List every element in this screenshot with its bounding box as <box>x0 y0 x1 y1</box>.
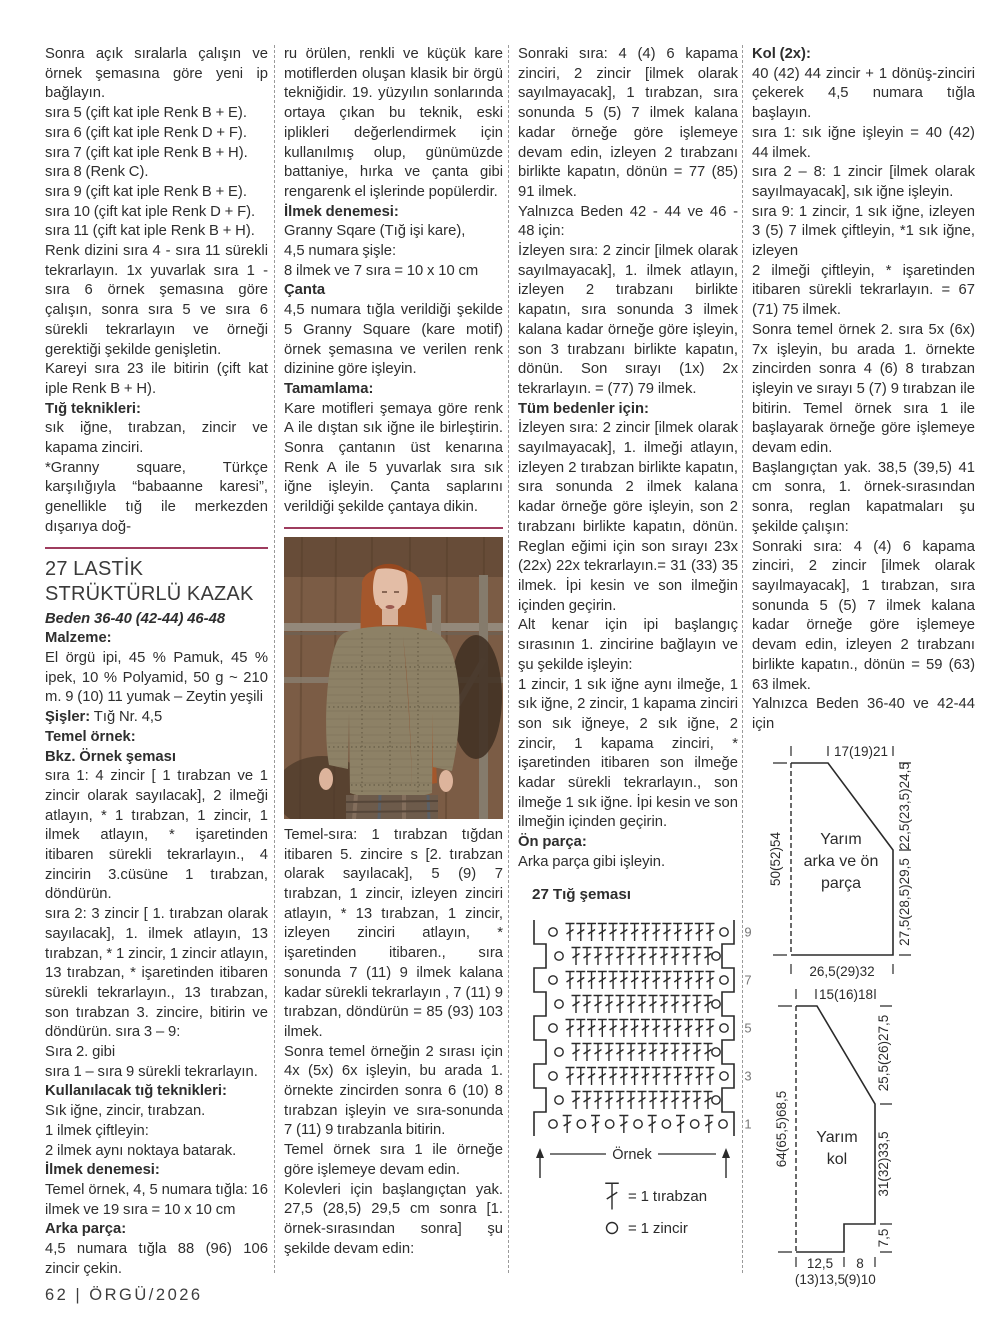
paragraph: sıra 8 (Renk C). <box>45 164 149 181</box>
paragraph: Kare motifleri şemaya göre renk A ile dıştan sık iğne ile birleştirin. Sonra çantanın üst kenarına Renk A ile 5 yuvarlak sıra sık iğne işleyin. Çanta saplarını verildiği şekilde çantaya dikin. <box>284 400 503 516</box>
svg-text:(9)10: (9)10 <box>844 1272 876 1287</box>
paragraph: 8 ilmek ve 7 sıra = 10 x 10 cm <box>284 262 479 279</box>
model-photo <box>284 537 503 819</box>
paragraph: İzleyen sıra: 2 zincir [ilmek olarak sayılmayacak], 1. ilmeği atlayın, izleyen 2 tırabzan birlikte kapatın, sıra sonunda 2 ilmek kalana kadar örneğe göre işleyin, son 2 tırabzanı birlikte kapatın, dönün. Reglan eğimi için son sırayı 23x (22x) 22x tekrarlayın.= 31 (33) 35 ilmek. İpi kesin ve son ilmeğin içinden geçirin. <box>518 420 738 614</box>
section-label: Temel örnek: <box>45 728 136 745</box>
paragraph: 4,5 numara şişle: <box>284 243 397 260</box>
crochet-chart-diagram <box>526 912 762 1244</box>
svg-text:15(16)18: 15(16)18 <box>818 987 874 1002</box>
column-2-text <box>284 45 503 1259</box>
svg-text:arka ve ön: arka ve ön <box>803 853 879 870</box>
paragraph: Granny Sqare (Tığ işi kare), <box>284 223 466 240</box>
paragraph: sık iğne, tırabzan, zincir ve kapama zinciri. <box>45 420 268 457</box>
svg-text:9: 9 <box>744 924 752 940</box>
chart-title: 27 Tığ şeması <box>532 885 632 903</box>
paragraph: Kolevleri için başlangıçtan yak. 27,5 (28,5) 29,5 cm sonra [1. örnek-sırasından sonra] şu şekilde devam edin: <box>284 1181 503 1257</box>
svg-text:31(32)33,5: 31(32)33,5 <box>876 1131 891 1197</box>
paragraph: ru örülen, renkli ve küçük kare motiflerden oluşan klasik bir örgü tekniğidir. 19. yüzyılın sonlarında ortaya çıkan bu teknik, eski iplikleri değerlendirmek için kullanılmış olup, günümüzde battaniye, hırka ve çanta gibi rengarenk el işlerinde popülerdir. <box>284 46 503 200</box>
column-3 <box>518 45 752 1251</box>
paragraph: Sıra 2. gibi <box>45 1044 116 1061</box>
schematic-back-front-piece <box>753 742 988 992</box>
svg-text:Örnek: Örnek <box>612 1147 652 1164</box>
paragraph: Renk dizini sıra 4 - sıra 11 sürekli tekrarlayın. 1x yuvarlak sıra 1 - sıra 6 örnek şemasına göre çalışın, sonra sıra 5 ve sıra 6 sürekli tekrarlayın ve örneği gerektiği şekilde genişletin. <box>45 243 268 358</box>
svg-text:50(52)54: 50(52)54 <box>768 831 783 887</box>
paragraph: Yalnızca Beden 42 - 44 ve 46 - 48 için: <box>518 203 738 240</box>
svg-text:(13)13,5: (13)13,5 <box>794 1272 846 1287</box>
svg-text:64(65,5)68,5: 64(65,5)68,5 <box>774 1090 789 1168</box>
section-label: Bkz. Örnek şeması <box>45 748 176 765</box>
page-footer: 62 | ÖRGÜ/2026 <box>45 1286 203 1304</box>
inline-label: Şişler: <box>45 709 91 726</box>
svg-text:12,5: 12,5 <box>806 1256 834 1271</box>
paragraph: *Granny square, Türkçe karşılığıyla “babaanne karesi”, genellikle tığ ile merkezden dışarıya doğ- <box>45 459 268 535</box>
paragraph: Temel örnek sıra 1 ile örneğe göre işlemeye devam edin. <box>284 1142 503 1178</box>
paragraph: sıra 7 (çift kat iple Renk B + H). <box>45 144 248 161</box>
paragraph: 1 zincir, 1 sık iğne aynı ilmeğe, 1 sık iğne, 2 zincir, 1 kapama zinciri son sık iğneye, 2 sık iğne, 2 zincir, 1 kapama zinciri, * işaretinden itibaren son ilmeğe kadar sürekli tekrarlayın., son ilmeğe 1 sık iğne. İpi kesin ve son ilmeğin içinden geçirin. <box>518 676 738 831</box>
section-label: Arka parça: <box>45 1221 127 1238</box>
paragraph: El örgü ipi, 45 % Pamuk, 45 % ipek, 10 % Polyamid, 50 g ~ 210 m. 9 (10) 11 yumak – Zeytin yeşili <box>45 649 268 706</box>
paragraph: Başlangıçtan yak. 38,5 (39,5) 41 cm sonra, 1. örnek-sırasından sonra, reglan kapatmaları şu şekilde çalışın: <box>752 459 975 535</box>
paragraph: sıra 5 (çift kat iple Renk B + E). <box>45 105 247 122</box>
paragraph: Sonra temel örneğin 2 sırası için 4x (5x) 6x işleyin, bu arada 1. örnekte zincirden sonra 6 (10) 8 tırabzan işleyin ve sıra-sonunda 7 (11) 9 tırabzanla bitirin. <box>284 1043 503 1139</box>
svg-text:Yarım: Yarım <box>816 1129 858 1146</box>
column-4-text <box>752 45 975 735</box>
paragraph <box>45 708 268 728</box>
paragraph: Sonra açık sıralarla çalışın ve örnek şemasına göre yeni ip bağlayın. <box>45 46 268 102</box>
paragraph: 4,5 numara tığla verildiği şekilde 5 Granny Square (kare motif) örnek şemasına ve verilen renk dizinine göre işleyin. <box>284 302 503 378</box>
paragraph: Yalnızca Beden 36-40 ve 42-44 için <box>752 696 975 732</box>
svg-text:7: 7 <box>744 972 752 988</box>
section-label: Çanta <box>284 282 326 299</box>
paragraph: sıra 1: 4 zincir [ 1 tırabzan ve 1 zincir olarak sayılacak], 2 ilmeği atlayın, * 1 tırabzan, 1 zincir, 1 ilmek atlayın, * işaretinden itibaren sürekli tekrarlayın., 4 zincirin 3.cüsüne 1 tırabzan, döndürün. <box>45 768 268 903</box>
column-4 <box>752 45 975 735</box>
section-label: Malzeme: <box>45 630 112 647</box>
svg-text:25,5(26)27,5: 25,5(26)27,5 <box>876 1014 891 1092</box>
column-3-text <box>518 45 738 873</box>
paragraph: Temel-sıra: 1 tırabzan tığdan itibaren 5. zincire s [2. tırabzan olarak sayılacak], 5 (9) 7 tırabzan, 1 zincir, izleyen zinciri atlayın, * 13 tırabzan, 1 zincir, izleyen zinciri atlayın, * işaretinden itibaren., sıra sonunda 7 (11) 9 ilmek kalana kadar sürekli tekrarlayın , 7 (11) 9 tırabzan, döndürün = 85 (93) 103 ilmek. <box>284 826 503 1040</box>
svg-text:17(19)21: 17(19)21 <box>833 744 889 759</box>
section-label: Kol (2x): <box>752 46 811 62</box>
size-line: Beden 36-40 (42-44) 46-48 <box>45 610 226 627</box>
section-label: Tamamlama: <box>284 380 374 397</box>
column-1-text <box>45 45 268 1279</box>
svg-text:27,5(28,5)29,5: 27,5(28,5)29,5 <box>897 858 912 946</box>
paragraph: 2 ilmek aynı noktaya batarak. <box>45 1142 237 1159</box>
section-label: Tüm bedenler için: <box>518 400 649 417</box>
paragraph: Temel örnek, 4, 5 numara tığla: 16 ilmek ve 19 sıra = 10 x 10 cm <box>45 1181 268 1218</box>
paragraph: Kareyi sıra 23 ile bitirin (çift kat iple Renk B + H). <box>45 361 268 397</box>
svg-text:parça: parça <box>820 875 862 892</box>
paragraph: sıra 1: sık iğne işleyin = 40 (42) 44 ilmek. <box>752 124 975 161</box>
section-label: İlmek denemesi: <box>284 203 399 220</box>
section-label: İlmek denemesi: <box>45 1162 160 1179</box>
svg-text:5: 5 <box>744 1020 752 1036</box>
section-label: Ön parça: <box>518 834 587 851</box>
model-photo-illustration <box>284 537 503 819</box>
paragraph: sıra 6 (çift kat iple Renk D + F). <box>45 124 247 141</box>
column-divider-1 <box>274 45 275 1273</box>
schematic-sleeve <box>753 987 988 1287</box>
paragraph: sıra 11 (çift kat iple Renk B + H). <box>45 223 255 240</box>
paragraph: sıra 10 (çift kat iple Renk D + F). <box>45 203 256 220</box>
paragraph: İzleyen sıra: 2 zincir [ilmek olarak sayılmayacak], 1. ilmek atlayın, izleyen 2 tırabzanı birlikte kapatın, sıra sonunda 3 ilmek kalana kadar örneğe göre işleyin, son 3 tırabzanı birlikte kapatın, dönün. Son sırayı (1x) 2x tekrarlayın. = (77) 79 ilmek. <box>518 243 738 397</box>
paragraph: 40 (42) 44 zincir + 1 dönüş-zinciri çekerek 4,5 numara tığla başlayın. <box>752 65 975 122</box>
svg-text:= 1 tırabzan: = 1 tırabzan <box>628 1188 708 1206</box>
paragraph: 4,5 numara tığla 88 (96) 106 zincir çekin. <box>45 1241 268 1277</box>
svg-text:8: 8 <box>856 1256 864 1271</box>
section-divider <box>45 547 268 549</box>
svg-text:7,5: 7,5 <box>876 1228 891 1248</box>
svg-text:22,5(23,5)24,5: 22,5(23,5)24,5 <box>897 762 912 850</box>
paragraph: Arka parça gibi işleyin. <box>518 853 666 870</box>
column-2 <box>284 45 503 1259</box>
paragraph: Sık iğne, zincir, tırabzan. <box>45 1103 206 1120</box>
paragraph: sıra 9 (çift kat iple Renk B + E). <box>45 183 247 200</box>
article-title: 27 LASTİK STRÜKTÜRLÜ KAZAK <box>45 557 254 605</box>
paragraph: Alt kenar için ipi başlangıç sırasının 1. zincirine bağlayın ve şu şekilde işleyin: <box>518 617 738 673</box>
paragraph: Sonra temel örnek 2. sıra 5x (6x) 7x işleyin, bu arada 1. örnekte zincirden sonra 4 (6) 8 tırabzan işleyin ve sırayı 5 (7) 9 tırabzan ile bitirin. Temel örnek sıra 1 ile başlayarak örneğe göre işlemeye devam edin. <box>752 321 975 457</box>
paragraph: 1 ilmek çiftleyin: <box>45 1122 149 1139</box>
paragraph: 2 ilmeği çiftleyin, * işaretinden itibaren sürekli tekrarlayın. = 67 (71) 75 ilmek. <box>752 262 975 319</box>
paragraph: sıra 9: 1 zincir, 1 sık iğne, izleyen 3 (5) 7 ilmek çiftleyin, *1 sık iğne, izleyen <box>752 203 975 260</box>
paragraph: Sonraki sıra: 4 (4) 6 kapama zinciri, 2 zincir [ilmek olarak sayılmayacak], 1 tırabzan, sıra sonunda 5 (5) 7 ilmek kalana kadar örneğe göre işlemeye devam edin, izleyen 2 tırabzanı birlikte kapatın, dönün = 77 (85) 91 ilmek. <box>518 46 738 200</box>
svg-text:Yarım: Yarım <box>820 831 862 848</box>
paragraph: sıra 2: 3 zincir [ 1. tırabzan olarak sayılacak], 1. ilmek atlayın, 13 tırabzan, * 1 zincir, 1 zincir atlayın, 13 tırabzan, * işaretinden itibaren sürekli tekrarlayın., 13 tırabzan, son tırabzan 3. zincire, bitirin ve döndürün. sıra 3 – 9: <box>45 906 268 1041</box>
crochet-chart <box>518 885 752 1251</box>
svg-text:kol: kol <box>826 1151 848 1168</box>
paragraph: sıra 2 – 8: 1 zincir [ilmek olarak sayılmayacak], sık iğne işleyin. <box>752 164 975 200</box>
section-label: Kullanılacak tığ teknikleri: <box>45 1083 227 1100</box>
section-label: Tığ teknikleri: <box>45 400 141 417</box>
column-1 <box>45 45 268 1279</box>
svg-text:1: 1 <box>744 1116 752 1132</box>
svg-text:3: 3 <box>744 1068 752 1084</box>
svg-text:26,5(29)32: 26,5(29)32 <box>809 964 875 979</box>
svg-text:= 1 zincir: = 1 zincir <box>628 1220 688 1238</box>
paragraph: Sonraki sıra: 4 (4) 6 kapama zinciri, 2 zincir [ilmek olarak sayılmayacak], 1 tırabzan, sıra sonunda 5 (5) 7 ilmek kalana kadar örneğe göre işlemeye devam edin, izleyen 2 tırabzanı birlikte kapatın., dönün = 59 (63) 63 ilmek. <box>752 538 975 693</box>
section-divider <box>284 527 503 529</box>
column-divider-2 <box>508 45 509 1273</box>
paragraph: sıra 1 – sıra 9 sürekli tekrarlayın. <box>45 1063 258 1080</box>
inline-text: Tığ Nr. 4,5 <box>90 709 163 726</box>
